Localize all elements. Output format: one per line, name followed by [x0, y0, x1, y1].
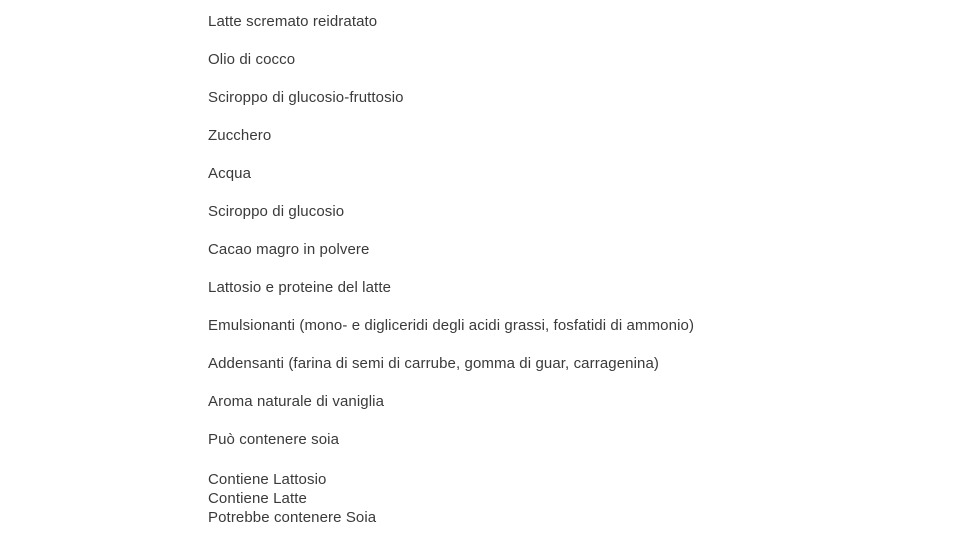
ingredient-item: Aroma naturale di vaniglia [208, 393, 385, 410]
ingredient-item: Addensanti (farina di semi di carrube, gomma di guar, carragenina) [208, 355, 659, 372]
allergen-line: Potrebbe contenere Soia [208, 509, 377, 526]
ingredient-item: Può contenere soia [208, 431, 340, 448]
ingredient-item: Sciroppo di glucosio [208, 203, 345, 220]
ingredient-item: Latte scremato reidratato [208, 13, 378, 30]
ingredient-item: Acqua [208, 165, 252, 182]
allergen-line: Contiene Latte [208, 490, 307, 507]
ingredient-item: Emulsionanti (mono- e digliceridi degli acidi grassi, fosfatidi di ammonio) [208, 317, 695, 334]
allergen-info [208, 470, 376, 527]
ingredient-item: Olio di cocco [208, 51, 296, 68]
allergen-line: Contiene Lattosio [208, 471, 327, 488]
ingredient-item: Cacao magro in polvere [208, 241, 370, 258]
ingredient-item: Zucchero [208, 127, 272, 144]
ingredient-list [208, 12, 694, 468]
ingredient-item: Sciroppo di glucosio-fruttosio [208, 89, 404, 106]
ingredient-item: Lattosio e proteine del latte [208, 279, 392, 296]
